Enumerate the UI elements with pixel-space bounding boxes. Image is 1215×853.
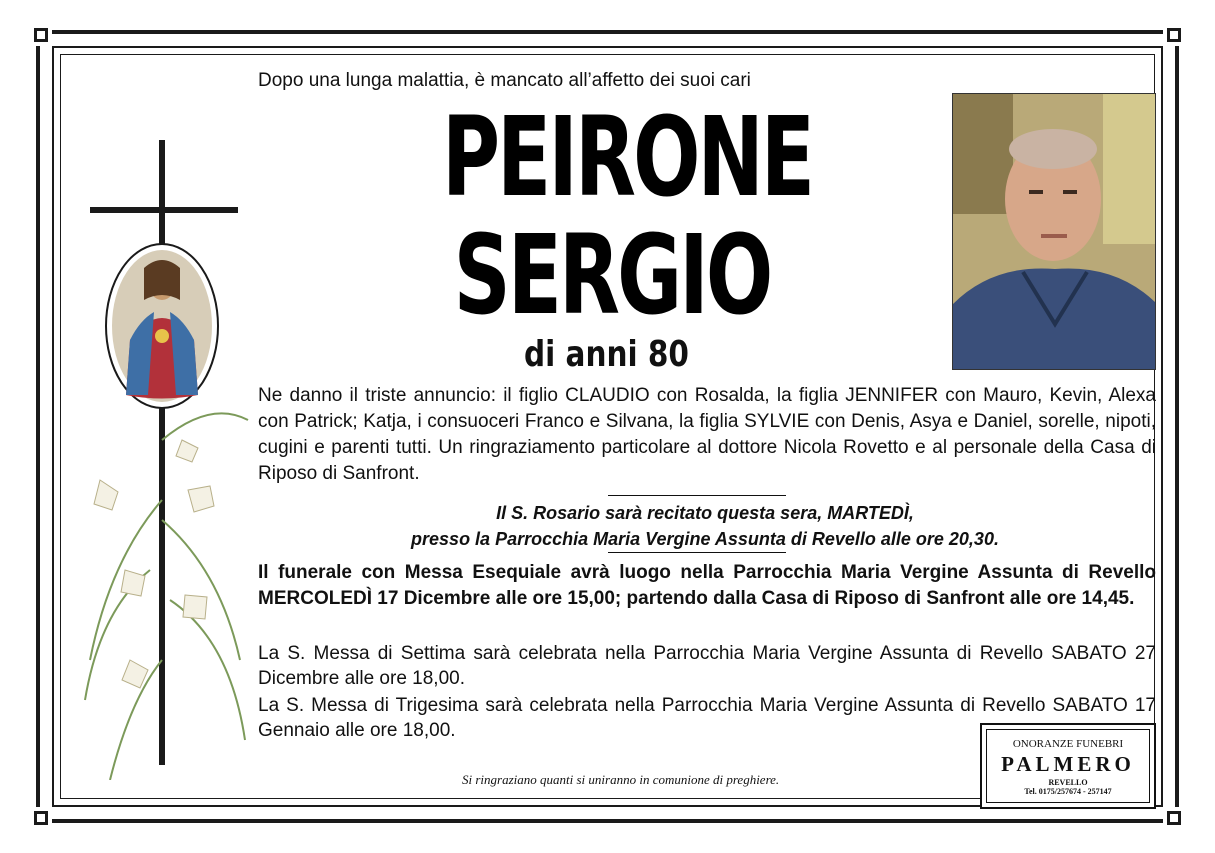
rosary-line: presso la Parrocchia Maria Vergine Assunta di Revello alle ore 20,30. [411,529,999,549]
cross-icon [90,140,238,765]
funeral-home-town: REVELLO [1048,778,1088,787]
sacred-heart-medallion [106,244,218,408]
mass-seventh-notice: La S. Messa di Settima sarà celebrata nella Parrocchia Maria Vergine Assunta di Revello SABATO 27 Dicembre alle ore 18,00. [258,643,1156,689]
lily-flowers [85,413,248,780]
divider [608,552,786,553]
corner-ornament [30,807,52,829]
portrait-photo [952,93,1156,370]
announcement-text: Ne danno il triste annuncio: il figlio CLAUDIO con Rosalda, la figlia JENNIFER con Mauro, Kevin, Alexa con Patrick; Katja, i consuoceri Franco e Silvana, la figlia SYLVIE con Denis, Asya e Daniel, sorelle, nipoti, cugini e parenti tutti. Un ringraziamento particolare al dottore Nicola Rovetto e al personale della Casa di Riposo di Sanfront. [258,385,1156,484]
age: di anni 80 [524,334,689,375]
cross-and-lilies [70,140,260,780]
rosary-line: Il S. Rosario sarà recitato questa sera, MARTEDÌ, [496,503,914,523]
mass-thirtieth-notice: La S. Messa di Trigesima sarà celebrata nella Parrocchia Maria Vergine Assunta di Revello SABATO 17 Gennaio alle ore 18,00. [258,695,1156,741]
thanks-line: Si ringraziano quanti si uniranno in comunione di preghiere. [462,772,780,787]
funeral-notice: Il funerale con Messa Esequiale avrà luogo nella Parrocchia Maria Vergine Assunta di Revello MERCOLEDÌ 17 Dicembre alle ore 15,00; partendo dalla Casa di Riposo di Sanfront alle ore 14,45. [258,562,1156,609]
funeral-home-phone: Tel. 0175/257674 - 257147 [1024,787,1112,796]
rosary-notice [380,500,1030,552]
divider [608,495,786,496]
stamp-inner-border [986,729,1150,803]
intro-line: Dopo una lunga malattia, è mancato all’affetto dei suoi cari [258,70,751,91]
funeral-home-label: ONORANZE FUNEBRI [1012,738,1124,750]
corner-ornament [30,24,52,46]
corner-ornament [1163,24,1185,46]
corner-ornament [1163,807,1185,829]
funeral-home-stamp [980,723,1156,809]
first-name: SERGIO [453,211,771,339]
funeral-home-name: PALMERO [1001,752,1135,776]
surname: PEIRONE [442,93,813,221]
